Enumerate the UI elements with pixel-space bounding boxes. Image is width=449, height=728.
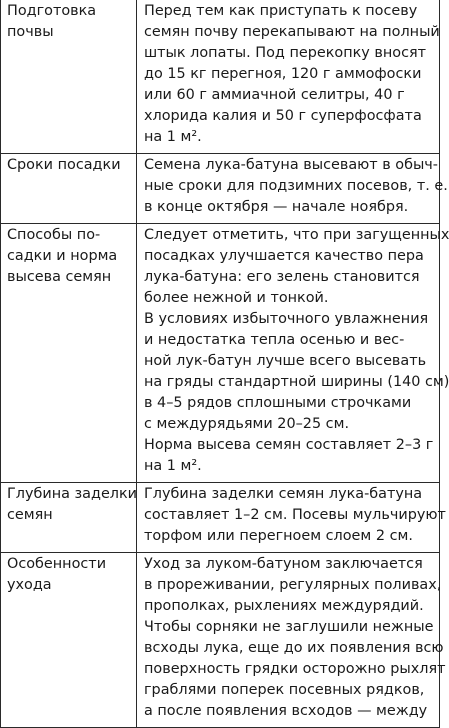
text-line: штык лопаты. Под перекопку вносят [144, 45, 427, 61]
text-line: в 4–5 рядов сплошными строчками [144, 395, 412, 411]
text-line: Норма высева семян составляет 2–3 г [144, 437, 434, 453]
table-row [1, 553, 440, 728]
text-line: и недостатка тепла осенью и вес- [144, 332, 405, 348]
table-row [1, 0, 440, 154]
text-line: ной лук-батун лучше всего высевать [144, 353, 427, 369]
label-line: ухода [7, 577, 52, 593]
text-line: составляет 1–2 см. Посевы мульчируют [144, 507, 446, 523]
row-value-planting-method [137, 224, 449, 483]
row-value-planting-time [137, 154, 448, 224]
text-line: Следует отметить, что при загущенных [144, 227, 449, 243]
label-line: Сроки посадки [7, 157, 121, 173]
label-line: Подготовка [7, 3, 97, 19]
text-line: хлорида калия и 50 г суперфосфата [144, 108, 422, 124]
text-line: граблями поперек посевных рядков, [144, 682, 425, 698]
row-value-sowing-depth [137, 483, 446, 553]
row-value-soil-preparation [137, 0, 440, 154]
table-row [1, 154, 440, 224]
text-line: В условиях избыточного увлажнения [144, 311, 429, 327]
label-line: высева семян [7, 269, 112, 285]
label-line: садки и норма [7, 248, 118, 264]
text-line: лука-батуна: его зелень становится [144, 269, 420, 285]
text-line: на гряды стандартной ширины (140 см) [144, 374, 449, 390]
text-line: до 15 кг перегноя, 120 г аммофоски [144, 66, 422, 82]
text-line: Семена лука-батуна высевают в обыч- [144, 157, 438, 173]
text-line: ные сроки для подзимних посевов, т. е. [144, 178, 448, 194]
label-line: Способы по- [7, 227, 101, 243]
table-row [1, 483, 440, 553]
row-label-planting-time [1, 154, 137, 224]
row-label-planting-method [1, 224, 137, 483]
text-line: с междурядьями 20–25 см. [144, 416, 350, 432]
row-label-soil-preparation [1, 0, 137, 154]
label-line: семян [7, 507, 53, 523]
label-line: Особенности [7, 556, 107, 572]
text-line: в конце октября — начале ноября. [144, 199, 409, 215]
text-line: посадках улучшается качество пера [144, 248, 424, 264]
label-line: почвы [7, 24, 54, 40]
label-line: Глубина заделки [7, 486, 138, 502]
text-line: Перед тем как приступать к посеву [144, 3, 418, 19]
text-line: или 60 г аммиачной селитры, 40 г [144, 87, 405, 103]
text-line: а после появления всходов — между [144, 703, 428, 719]
text-line: Глубина заделки семян лука-батуна [144, 486, 423, 502]
text-line: семян почву перекапывают на полный [144, 24, 440, 40]
text-line: более нежной и тонкой. [144, 290, 329, 306]
text-line: поверхность грядки осторожно рыхлят [144, 661, 446, 677]
row-label-care-features [1, 553, 137, 728]
table-row [1, 224, 440, 483]
text-line: на 1 м². [144, 129, 202, 145]
row-value-care-features [137, 553, 446, 728]
text-line: Чтобы сорняки не заглушили нежные [144, 619, 434, 635]
text-line: на 1 м². [144, 458, 202, 474]
text-line: прополках, рыхлениях междурядий. [144, 598, 424, 614]
text-line: всходы лука, еще до их появления всю [144, 640, 444, 656]
row-label-sowing-depth [1, 483, 137, 553]
text-line: в прореживании, регулярных поливах, [144, 577, 442, 593]
text-line: Уход за луком-батуном заключается [144, 556, 423, 572]
text-line: торфом или перегноем слоем 2 см. [144, 528, 413, 544]
